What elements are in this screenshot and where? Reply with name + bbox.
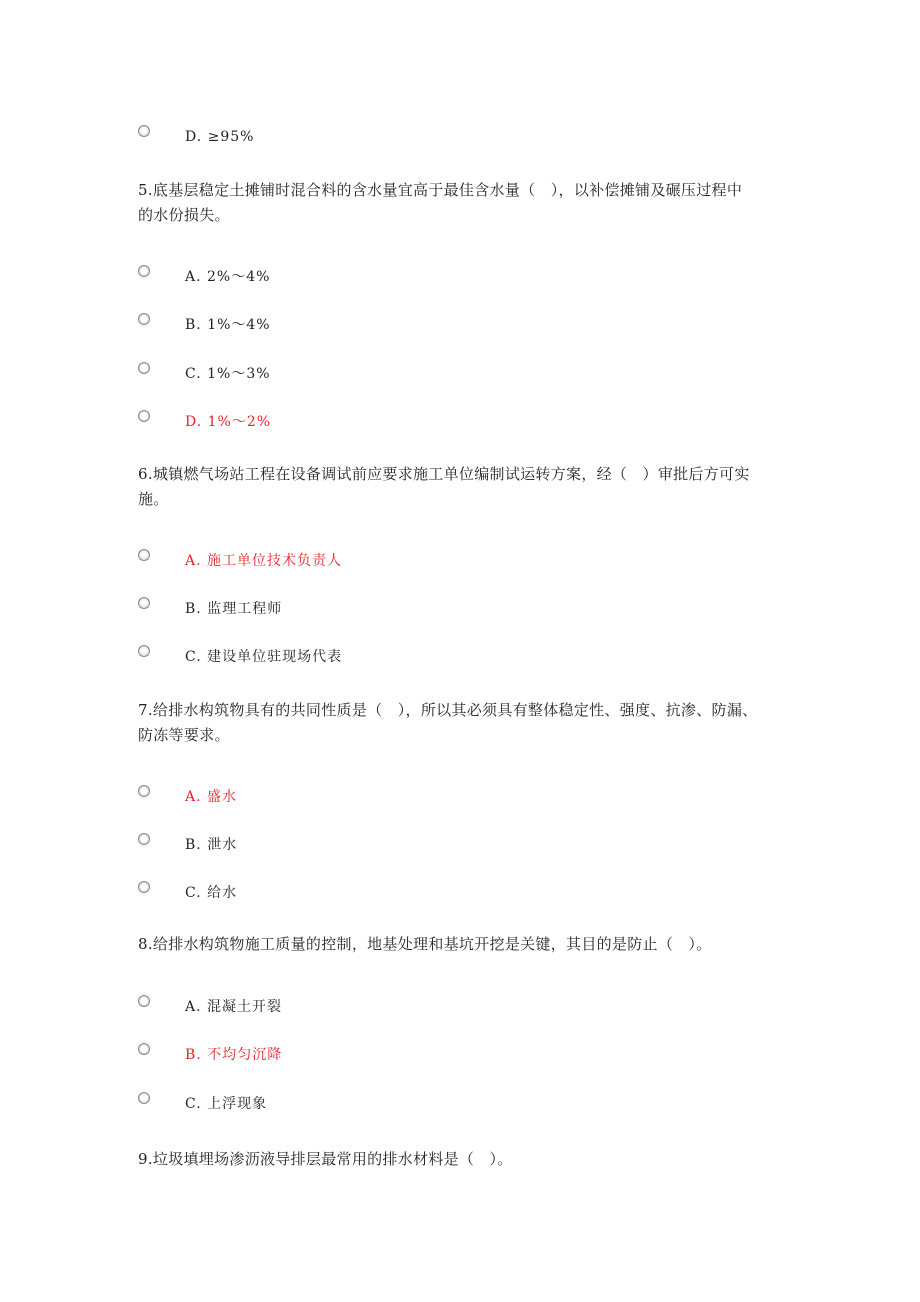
radio-button-icon[interactable] (138, 1043, 150, 1055)
option-q7-b[interactable] (138, 833, 538, 857)
option-q6-b[interactable] (138, 597, 538, 621)
question-7-text (138, 698, 788, 748)
option-label: C. 1%～3% (185, 366, 271, 382)
radio-button-icon[interactable] (138, 881, 150, 893)
option-q6-c[interactable] (138, 645, 538, 669)
radio-button-icon[interactable] (138, 313, 150, 325)
radio-button-icon[interactable] (138, 597, 150, 609)
option-label-correct: A. 盛水 (185, 789, 238, 805)
option-label: D. ≥95% (185, 129, 255, 145)
option-label: B. 泄水 (185, 837, 238, 853)
option-label: B. 监理工程师 (185, 601, 283, 617)
option-q5-d[interactable] (138, 410, 538, 434)
question-6-line-2: 施。 (138, 490, 169, 508)
option-q5-a[interactable] (138, 265, 538, 289)
radio-button-icon[interactable] (138, 265, 150, 277)
radio-button-icon[interactable] (138, 410, 150, 422)
question-7-line-2: 防冻等要求。 (138, 726, 230, 744)
option-label: C. 给水 (185, 885, 238, 901)
option-label: C. 建设单位驻现场代表 (185, 649, 343, 665)
option-q6-a[interactable] (138, 549, 538, 573)
option-label: A. 混凝土开裂 (185, 999, 283, 1015)
question-6-line-1: 6.城镇燃气场站工程在设备调试前应要求施工单位编制试运转方案，经（ ）审批后方可实 (138, 465, 750, 483)
option-label-correct: B. 不均匀沉降 (185, 1047, 283, 1063)
question-7-line-1: 7.给排水构筑物具有的共同性质是（ ），所以其必须具有整体稳定性、强度、抗渗、防漏、 (138, 701, 758, 719)
option-q8-a[interactable] (138, 995, 538, 1019)
option-q8-b[interactable] (138, 1043, 538, 1067)
radio-button-icon[interactable] (138, 995, 150, 1007)
question-9-line-1: 9.垃圾填埋场渗沥液导排层最常用的排水材料是（ ）。 (138, 1150, 513, 1168)
radio-button-icon[interactable] (138, 125, 150, 137)
question-8-text (138, 932, 788, 957)
option-label-correct: D. 1%～2% (185, 414, 272, 430)
option-label: B. 1%～4% (185, 317, 271, 333)
option-q5-b[interactable] (138, 313, 538, 337)
option-q4-d[interactable] (138, 125, 538, 149)
question-5-text (138, 178, 788, 228)
radio-button-icon[interactable] (138, 549, 150, 561)
radio-button-icon[interactable] (138, 362, 150, 374)
option-label-correct: A. 施工单位技术负责人 (185, 553, 343, 569)
option-label: A. 2%～4% (185, 269, 271, 285)
question-9-text (138, 1147, 788, 1172)
option-q5-c[interactable] (138, 362, 538, 386)
option-q7-c[interactable] (138, 881, 538, 905)
question-6-text (138, 462, 788, 512)
radio-button-icon[interactable] (138, 645, 150, 657)
question-8-line-1: 8.给排水构筑物施工质量的控制，地基处理和基坑开挖是关键，其目的是防止（ ）。 (138, 935, 712, 953)
question-5-line-1: 5.底基层稳定土摊铺时混合料的含水量宜高于最佳含水量（ ），以补偿摊铺及碾压过程中 (138, 181, 743, 199)
radio-button-icon[interactable] (138, 1092, 150, 1104)
radio-button-icon[interactable] (138, 833, 150, 845)
radio-button-icon[interactable] (138, 785, 150, 797)
question-5-line-2: 的水份损失。 (138, 206, 230, 224)
option-q7-a[interactable] (138, 785, 538, 809)
option-label: C. 上浮现象 (185, 1096, 268, 1112)
option-q8-c[interactable] (138, 1092, 538, 1116)
